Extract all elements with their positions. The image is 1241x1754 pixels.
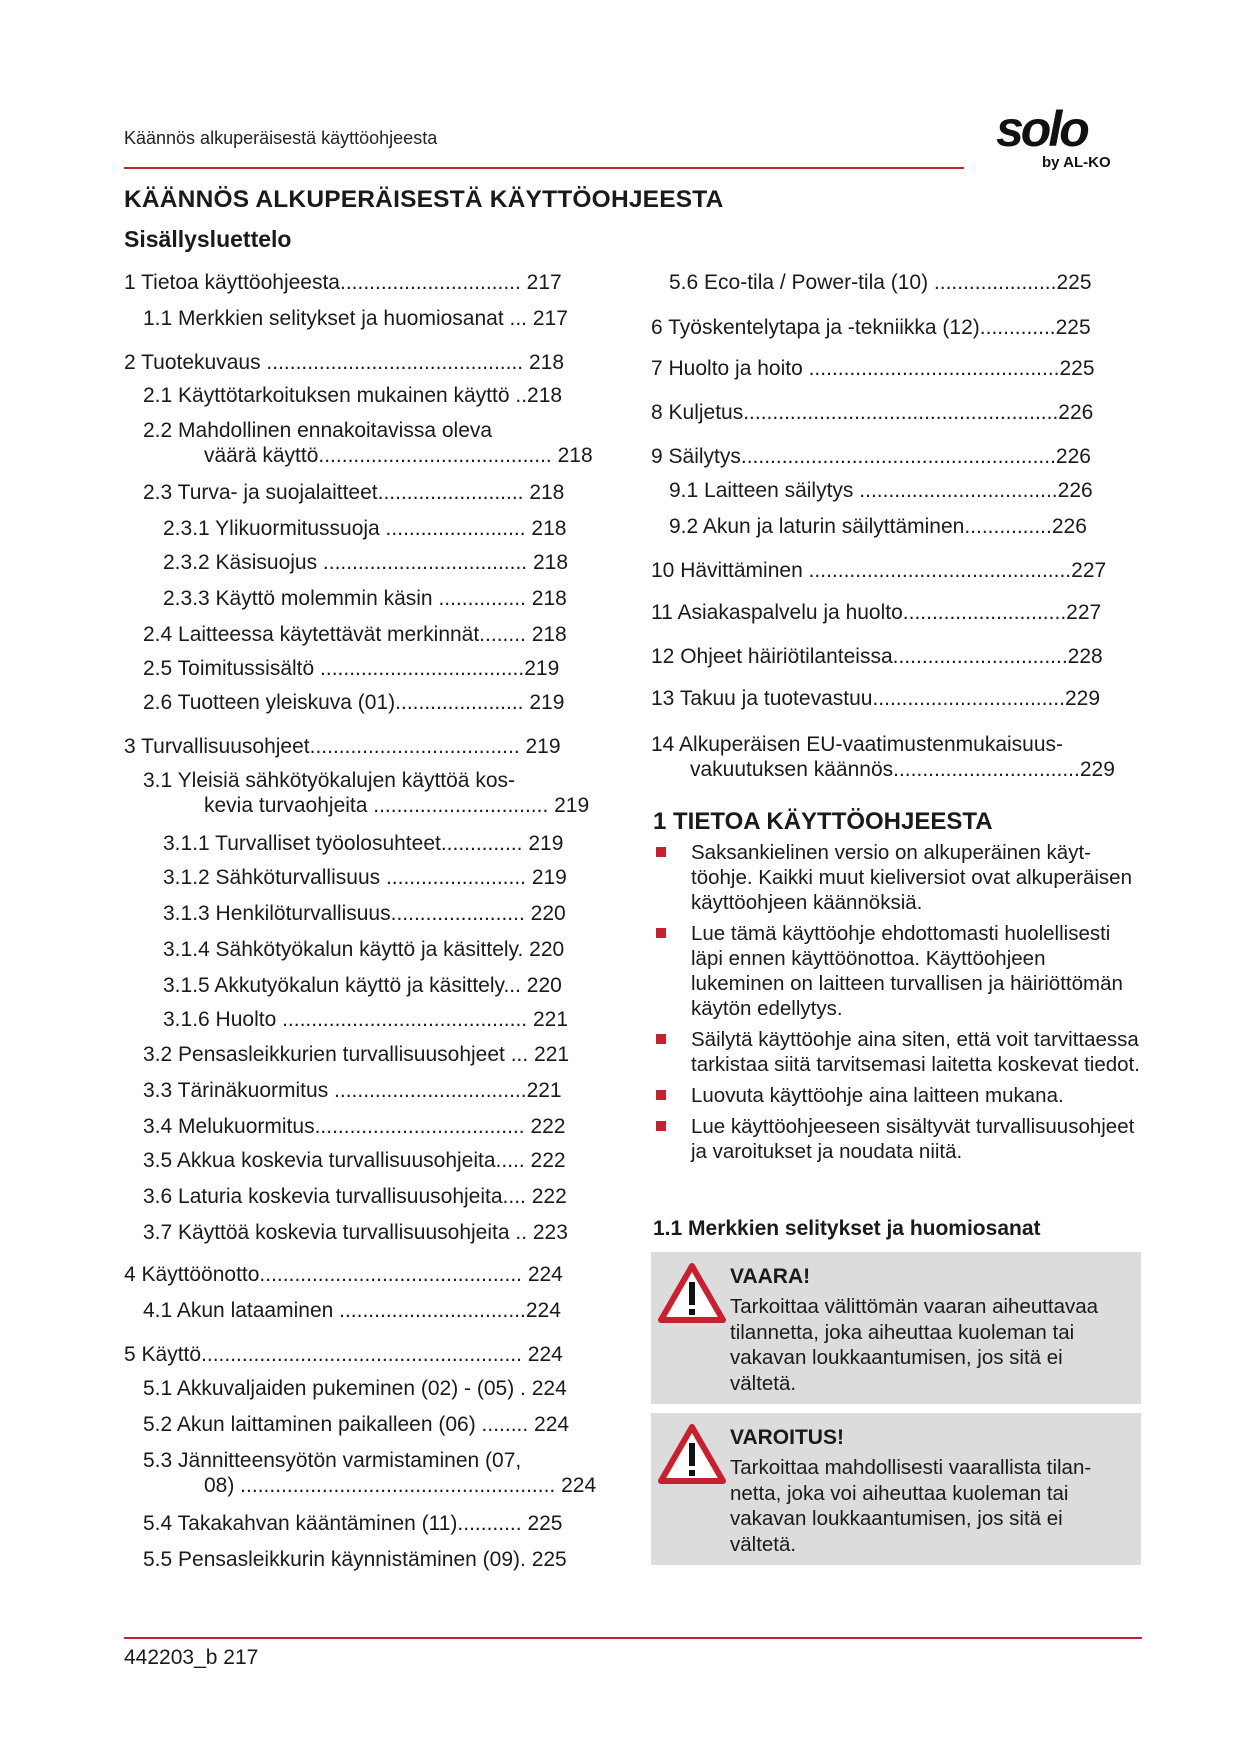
toc-entry[interactable]: 2.3 Turva- ja suojalaitteet......................... 218 <box>143 481 565 504</box>
toc-entry[interactable]: 14 Alkuperäisen EU-vaatimustenmukaisuus- vakuutuksen käännös................................229 <box>651 733 1115 781</box>
document-title: KÄÄNNÖS ALKUPERÄISESTÄ KÄYTTÖOHJEESTA <box>124 186 724 213</box>
toc-entry[interactable]: 5 Käyttö....................................................... 224 <box>124 1343 563 1366</box>
section-heading: 1 TIETOA KÄYTTÖOHJEESTA <box>653 808 993 835</box>
toc-entry[interactable]: 2.6 Tuotteen yleiskuva (01)...................... 219 <box>143 691 565 714</box>
toc-entry[interactable]: 3.1.4 Sähkötyökalun käyttö ja käsittely. 220 <box>163 938 565 961</box>
list-item: Luovuta käyttöohje aina laitteen mukana. <box>653 1083 1143 1108</box>
toc-entry[interactable]: 9.2 Akun ja laturin säilyttäminen...............226 <box>669 515 1087 538</box>
toc-heading: Sisällysluettelo <box>124 226 292 252</box>
list-item: Säilytä käyttöohje aina siten, että voit tarvittaessa tarkistaa siitä tarvitsemasi laitetta koskevat tiedot. <box>653 1027 1143 1077</box>
logo-wordmark: solo <box>996 101 1087 157</box>
warning-notice <box>651 1413 1141 1565</box>
toc-entry[interactable]: 2.1 Käyttötarkoituksen mukainen käyttö ..218 <box>143 384 563 407</box>
toc-entry[interactable]: 5.4 Takakahvan kääntäminen (11)........... 225 <box>143 1512 563 1535</box>
toc-entry[interactable]: 3.7 Käyttöä koskevia turvallisuusohjeita .. 223 <box>143 1221 568 1244</box>
toc-entry[interactable]: 5.2 Akun laittaminen paikalleen (06) ........ 224 <box>143 1413 570 1436</box>
toc-entry[interactable]: 5.5 Pensasleikkurin käynnistäminen (09). 225 <box>143 1548 567 1571</box>
toc-entry[interactable]: 3.4 Melukuormitus.................................... 222 <box>143 1115 566 1138</box>
bullet-square-icon <box>656 1034 666 1044</box>
toc-entry[interactable]: 5.1 Akkuvaljaiden pukeminen (02) - (05) . 224 <box>143 1377 567 1400</box>
toc-entry[interactable]: 3.2 Pensasleikkurien turvallisuusohjeet ... 221 <box>143 1043 570 1066</box>
list-item: Saksankielinen versio on alkuperäinen käyttöohje. Kaikki muut kieliversiot ovat alkuperäisen käyttöohjeen käännöksiä. <box>653 840 1143 915</box>
toc-entry[interactable]: 3.5 Akkua koskevia turvallisuusohjeita..... 222 <box>143 1149 566 1172</box>
toc-entry[interactable]: 3.1.2 Sähköturvallisuus ........................ 219 <box>163 866 567 889</box>
toc-entry[interactable]: 11 Asiakaspalvelu ja huolto............................227 <box>651 601 1102 624</box>
toc-entry[interactable]: 10 Hävittäminen .............................................227 <box>651 559 1107 582</box>
notice-text: Tarkoittaa välittömän vaaran aiheuttavaa tilannetta, joka aiheuttaa kuoleman tai vakavan loukkaantumisen, jos sitä ei vältetä. <box>730 1295 1099 1395</box>
toc-entry[interactable]: 3.1 Yleisiä sähkötyökalujen käyttöä kos- kevia turvaohjeita .............................. 219 <box>143 769 590 817</box>
toc-entry[interactable]: 3.1.6 Huolto .......................................... 221 <box>163 1008 568 1031</box>
toc-entry[interactable]: 5.3 Jännitteensyötön varmistaminen (07, 08) ...................................................... 224 <box>143 1449 597 1497</box>
toc-entry[interactable]: 5.6 Eco-tila / Power-tila (10) .....................225 <box>669 271 1092 294</box>
toc-entry[interactable]: 6 Työskentelytapa ja -tekniikka (12).............225 <box>651 316 1091 339</box>
toc-entry[interactable]: 2.3.3 Käyttö molemmin käsin ............... 218 <box>163 587 567 610</box>
toc-entry[interactable]: 9 Säilytys......................................................226 <box>651 445 1091 468</box>
toc-entry[interactable]: 4 Käyttöönotto............................................. 224 <box>124 1263 563 1286</box>
list-item: Lue käyttöohjeeseen sisältyvät turvallisuusohjeet ja varoitukset ja noudata niitä. <box>653 1114 1143 1164</box>
toc-entry[interactable]: 12 Ohjeet häiriötilanteissa..............................228 <box>651 645 1103 668</box>
footer-divider <box>124 1637 1142 1639</box>
toc-entry[interactable]: 2.4 Laitteessa käytettävät merkinnät........ 218 <box>143 623 567 646</box>
subsection-heading: 1.1 Merkkien selitykset ja huomiosanat <box>653 1217 1041 1240</box>
toc-entry[interactable]: 3.1.1 Turvalliset työolosuhteet.............. 219 <box>163 832 564 855</box>
danger-notice <box>651 1252 1141 1404</box>
toc-entry[interactable]: 2 Tuotekuvaus ............................................ 218 <box>124 351 565 374</box>
notice-text: Tarkoittaa mahdollisesti vaarallista tilannetta, joka voi aiheuttaa kuoleman tai vakavan loukkaantumisen, jos sitä ei vältetä. <box>730 1456 1092 1556</box>
instruction-list <box>653 840 1143 1170</box>
toc-entry[interactable]: 2.3.1 Ylikuormitussuoja ........................ 218 <box>163 517 567 540</box>
header-divider <box>124 167 964 169</box>
toc-entry[interactable]: 8 Kuljetus......................................................226 <box>651 401 1094 424</box>
toc-entry[interactable]: 4.1 Akun lataaminen ................................224 <box>143 1299 561 1322</box>
bullet-square-icon <box>656 847 666 857</box>
logo-subtext: by AL-KO <box>1042 154 1111 171</box>
toc-entry[interactable]: 1 Tietoa käyttöohjeesta............................... 217 <box>124 271 562 294</box>
toc-entry[interactable]: 1.1 Merkkien selitykset ja huomiosanat ... 217 <box>143 307 568 330</box>
toc-entry[interactable]: 13 Takuu ja tuotevastuu.................................229 <box>651 687 1101 710</box>
header-title: Käännös alkuperäisestä käyttöohjeesta <box>124 128 438 148</box>
toc-entry[interactable]: 3.6 Laturia koskevia turvallisuusohjeita.... 222 <box>143 1185 567 1208</box>
toc-entry[interactable]: 2.5 Toimitussisältö ...................................219 <box>143 657 560 680</box>
toc-entry[interactable]: 3.1.5 Akkutyökalun käyttö ja käsittely... 220 <box>163 974 562 997</box>
bullet-square-icon <box>656 1090 666 1100</box>
page-footer: 442203_b 217 <box>124 1646 259 1669</box>
toc-entry[interactable]: 7 Huolto ja hoito ...........................................225 <box>651 357 1095 380</box>
notice-title: VAARA! <box>730 1265 811 1288</box>
bullet-square-icon <box>656 1121 666 1131</box>
toc-entry[interactable]: 2.3.2 Käsisuojus ................................... 218 <box>163 551 569 574</box>
warning-triangle-icon <box>657 1262 727 1326</box>
list-item: Lue tämä käyttöohje ehdottomasti huolellisesti läpi ennen käyttöönottoa. Käyttöohjeen lukeminen on laitteen turvallisen ja häiriöttömän käytön edellytys. <box>653 921 1143 1021</box>
toc-entry[interactable]: 2.2 Mahdollinen ennakoitavissa oleva väärä käyttö........................................ 218 <box>143 419 593 467</box>
toc-entry[interactable]: 3.1.3 Henkilöturvallisuus....................... 220 <box>163 902 566 925</box>
bullet-square-icon <box>656 928 666 938</box>
brand-logo <box>990 101 1120 184</box>
warning-triangle-icon <box>657 1423 727 1487</box>
toc-entry[interactable]: 3.3 Tärinäkuormitus .................................221 <box>143 1079 562 1102</box>
toc-entry[interactable]: 3 Turvallisuusohjeet.................................... 219 <box>124 735 561 758</box>
notice-title: VAROITUS! <box>730 1426 844 1449</box>
toc-entry[interactable]: 9.1 Laitteen säilytys ..................................226 <box>669 479 1093 502</box>
